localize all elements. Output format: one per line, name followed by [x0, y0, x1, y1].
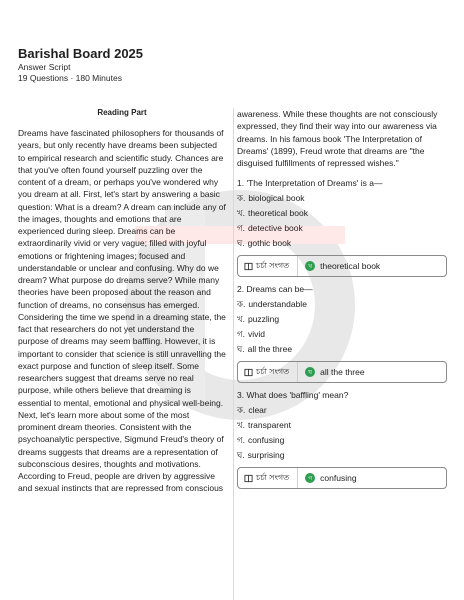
option-prefix: গ. [237, 435, 245, 446]
option-label: confusing [247, 435, 285, 446]
practice-label: চর্চা সংগত [256, 472, 290, 482]
option-item[interactable] [237, 433, 447, 448]
option-prefix: গ. [237, 223, 245, 234]
option-item[interactable] [237, 221, 447, 236]
reading-column-left [18, 108, 226, 495]
page-header [18, 46, 448, 84]
question-block [237, 389, 447, 489]
option-item[interactable] [237, 403, 447, 418]
question-text: 2. Dreams can be— [237, 284, 313, 295]
option-label: vivid [247, 329, 265, 340]
answer-box [237, 255, 447, 277]
option-item[interactable] [237, 236, 447, 251]
book-icon [244, 474, 253, 483]
question-text: 3. What does 'baffling' mean? [237, 390, 349, 401]
option-label: all the three [247, 344, 293, 355]
option-label: gothic book [247, 238, 292, 249]
option-item[interactable] [237, 327, 447, 342]
option-prefix: ঘ. [237, 450, 245, 461]
option-prefix: গ. [237, 329, 245, 340]
answer-text: confusing [320, 473, 357, 484]
column-divider [233, 108, 234, 600]
page-subtitle: Answer Script [18, 62, 71, 72]
answer-badge-icon: গ [305, 473, 315, 483]
book-icon [244, 262, 253, 271]
option-item[interactable] [237, 448, 447, 463]
option-prefix: ক. [237, 299, 246, 310]
answer-text: theoretical book [320, 261, 381, 272]
option-label: biological book [248, 193, 305, 204]
option-prefix: খ. [237, 314, 245, 325]
section-title: Reading Part [97, 108, 147, 117]
option-label: transparent [247, 420, 291, 431]
practice-label: চর্চা সংগত [256, 366, 290, 376]
answer-display [298, 367, 364, 377]
reading-column-right [237, 108, 447, 495]
answer-box [237, 467, 447, 489]
book-icon [244, 368, 253, 377]
answer-badge-icon: ঘ [305, 367, 315, 377]
practice-button[interactable] [238, 362, 298, 382]
option-label: clear [248, 405, 267, 416]
practice-label: চর্চা সংগত [256, 260, 290, 270]
practice-button[interactable] [238, 468, 298, 488]
option-prefix: খ. [237, 208, 245, 219]
passage-continuation: awareness. While these thoughts are not consciously expressed, they find their way into our awareness via dreams. In his famous book 'The Interpretation of Dreams' (1899), Freud wrote that dreams are "the disguised fulfillments of repressed wishes." [237, 109, 438, 168]
question-block [237, 283, 447, 383]
answer-box [237, 361, 447, 383]
option-item[interactable] [237, 297, 447, 312]
option-item[interactable] [237, 418, 447, 433]
option-prefix: ক. [237, 405, 246, 416]
option-label: detective book [247, 223, 303, 234]
option-label: puzzling [247, 314, 280, 325]
answer-display [298, 473, 356, 483]
practice-button[interactable] [238, 256, 298, 276]
option-prefix: ঘ. [237, 344, 245, 355]
option-item[interactable] [237, 342, 447, 357]
option-label: surprising [247, 450, 285, 461]
question-text: 1. 'The Interpretation of Dreams' is a— [237, 178, 383, 189]
question-block [237, 177, 447, 277]
option-item[interactable] [237, 206, 447, 221]
passage-text: Dreams have fascinated philosophers for thousands of years, but only recently have dreams been subjected to empirical research and scientific study. Chances are that you've often found yourself puzzling over the content of a dream, or perhaps you've wondered why you dream at all. First, let's start by answering a basic question: What is a dream? A dream can include any of the images, thoughts and emotions that are experienced during sleep. Dreams can be extraordinarily vivid or very vague; filled with joyful emotions or frightening images; focused and understandable or unclear and confusing. Why do we dream? What purpose do dreams serve? While many theories have been proposed about the reason and function of dreams, no consensus has emerged. Considering the time we spend in a dreaming state, the fact that researchers do not yet understand the purpose of dreams may seem baffling. However, it is important to consider that science is still unravelling the exact purpose and function of sleep itself. Some researchers suggest that dreams serve no real purpose, while others believe that dreaming is essential to mental, emotional and physical well-being. Next, let's learn more about some of the most prominent dream theories. Consistent with the psychoanalytic perspective, Sigmund Freud's theory of dreams suggests that dreams are a representation of subconscious desires, thoughts and motivations. According to Freud, people are driven by aggressive and sexual instincts that are repressed from conscious [18, 128, 226, 494]
option-label: theoretical book [247, 208, 308, 219]
answer-display [298, 261, 380, 271]
option-prefix: ক. [237, 193, 246, 204]
option-prefix: খ. [237, 420, 245, 431]
answer-text: all the three [320, 367, 365, 378]
option-item[interactable] [237, 191, 447, 206]
option-label: understandable [248, 299, 307, 310]
exam-meta: 19 Questions · 180 Minutes [18, 73, 122, 83]
answer-badge-icon: খ [305, 261, 315, 271]
page-title: Barishal Board 2025 [18, 46, 144, 61]
option-prefix: ঘ. [237, 238, 245, 249]
option-item[interactable] [237, 312, 447, 327]
